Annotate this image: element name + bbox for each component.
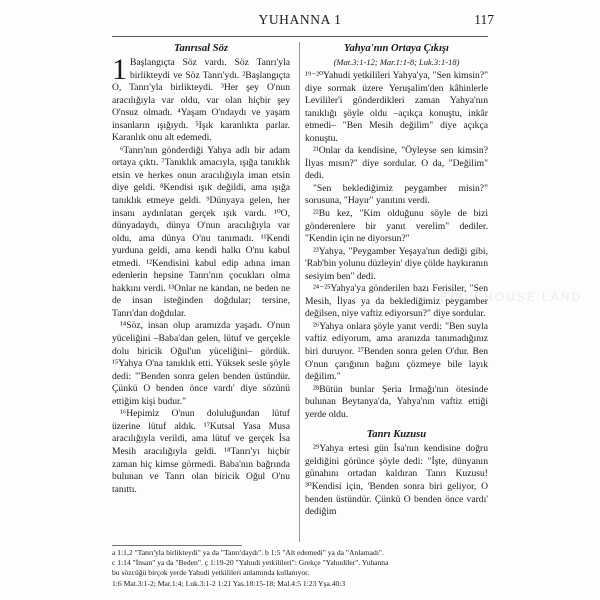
column-divider <box>299 42 300 542</box>
footnote-line: 1:6 Mat.3:1-2; Mar.1:4; Luk.3:1-2 1:21 Yas.18:15-18; Mal.4:5 1:23 Yşa.40:3 <box>112 578 346 588</box>
paragraph-text: Başlangıçta Söz vardı. Söz Tanrı'yla birlikteydi ve Söz Tanrı'ydı. ²Başlangıçta O, Tanrı'yla birlikteydi. ³Her şey O'nun aracılığıyla var oldu, var olan hiçbir şey O'nsuz olmadı. ⁴Yaşam O'ndaydı ve yaşam insanların ışığıydı. ⁵Işık karanlıkta parlar. Karanlık onu alt edemedi. <box>112 57 290 144</box>
footnote-line: c 1:14 "İnsan" ya da "Beden". ç 1:19-20 "Yahudi yetkilileri": Grekçe "Yahudiler". Yuhanna <box>112 558 389 568</box>
paragraph: "Sen beklediğimiz peygamber misin?" sorusuna, "Hayır" yanıtını verdi. <box>305 182 488 207</box>
section-heading-yahya: Yahya'nın Ortaya Çıkışı <box>344 43 449 54</box>
header-rule <box>112 36 488 37</box>
paragraph: ²⁸Bütün bunlar Şeria Irmağı'nın ötesinde bulunan Beytanya'da, Yahya'nın vaftiz ettiği yerde oldu. <box>305 383 488 420</box>
left-column <box>112 42 290 496</box>
paragraph: ¹⁹⁻²⁰Yahudi yetkilileri Yahya'ya, "Sen kimsin?" diye sormak üzere Yeruşalim'den kâhinlerle Levililer'i gönderdikleri zaman Yahya'nın tanıklığı şöyle oldu –açıkça konuştu, inkâr etmedi– "Ben Mesih değilim" diye açıkça konuştu. <box>305 70 488 144</box>
right-column <box>305 42 488 519</box>
paragraph: ¹⁶Hepimiz O'nun doluluğundan lütuf üzerine lütuf aldık. ¹⁷Kutsal Yasa Musa aracılığıyla verildi, ama lütuf ve gerçek İsa Mesih aracılığıyla geldi. ¹⁸Tanrı'yı hiçbir zaman hiç kimse görmedi. Baba'nın bağrında bulunan ve Tanrı olan biricik Oğul O'nu tanıttı. <box>112 408 290 495</box>
watermark: BIBLEHOUSE LAND <box>440 290 583 304</box>
section-heading-tanri-kuzusu: Tanrı Kuzusu <box>366 429 427 441</box>
page-header <box>110 12 494 32</box>
footnote-line: a 1:1,2 "Tanrı'yla birlikteydi" ya da "Tanrı'daydı". b 1:5 "Alt edemedi" ya da "Anlamadı". <box>112 548 384 557</box>
paragraph: ²⁶Yahya onlara şöyle yanıt verdi: "Ben suyla vaftiz ediyorum, ama aranızda tanımadığınız biri duruyor. ²⁷Benden sonra gelen O'dur. Ben O'nun çarığının bağını çözmeye bile layık değilim." <box>305 320 488 383</box>
running-title: YUHANNA 1 <box>258 12 342 27</box>
footnotes <box>112 548 488 589</box>
cross-references: (Mat.3:1-12; Mar.1:1-8; Luk.3:1-18) <box>333 57 460 67</box>
paragraph: ²²Bu kez, "Kim olduğunu söyle de bizi gönderenlere bir yanıt verelim" dediler. "Kendin için ne diyorsun?" <box>305 208 488 245</box>
paragraph: ²¹Onlar da kendisine, "Öyleyse sen kimsin? İlyas mısın?" diye sordular. O da, "Değilim" dedi. <box>305 145 488 182</box>
section-heading-tanrisal-soz: Tanrısal Söz <box>173 43 229 54</box>
paragraph: ⁶Tanrı'nın gönderdiği Yahya adlı bir adam ortaya çıktı. ⁷Tanıklık amacıyla, ışığa tanıklık etsin ve herkes onun aracılığıyla iman etsin diye geldi. ⁸Kendisi ışık değildi, ama ışığa tanıklık etmeye geldi. ⁹Dünyaya gelen, her insanı aydınlatan gerçek ışık vardı. ¹⁰O, dünyadaydı, dünya O'nun aracılığıyla var oldu, ama dünya O'nu tanımadı. ¹¹Kendi yurduna geldi, ama kendi halkı O'nu kabul etmedi. ¹²Kendisini kabul edip adına iman edenlerin hepsine Tanrı'nın çocukları olma hakkını verdi. ¹³Onlar ne kandan, ne beden ne de insan isteğinden doğdular; tersine, Tanrı'dan doğdular. <box>112 144 290 319</box>
paragraph: ²³Yahya, "Peygamber Yeşaya'nın dediği gibi, 'Rab'bin yolunu düzleyin' diye çölde haykıranın sesiyim ben" dedi. <box>305 245 488 282</box>
paragraph: ¹⁴Söz, insan olup aramızda yaşadı. O'nun yüceliğini –Baba'dan gelen, lütuf ve gerçekle dolu biricik Oğul'un yüceliğini– gördük. ¹⁵Yahya O'na tanıklık etti. Yüksek sesle şöyle dedi: "'Benden sonra gelen benden üstündür. Çünkü O benden önce vardı' diye sözünü ettiğim kişi budur." <box>112 320 290 407</box>
paragraph: ²⁴⁻²⁵Yahya'ya gönderilen bazı Ferisiler, "Sen Mesih, İlyas ya da beklediğimiz peygamber değilsen, niye vaftiz ediyorsun?" diye sordular. <box>305 283 488 320</box>
chapter-number: 1 <box>112 53 127 86</box>
section-spacer <box>305 421 488 428</box>
footnote-rule <box>112 545 242 546</box>
paragraph <box>112 53 290 145</box>
paragraph: ²⁹Yahya ertesi gün İsa'nın kendisine doğru geldiğini görünce şöyle dedi: "İşte, dünyanın günahını ortadan kaldıran Tanrı Kuzusu! ³⁰Kendisi için, 'Benden sonra biri geliyor, O benden üstündür. Çünkü O benden önce vardı' dediğim <box>305 443 488 518</box>
footnote-line: bu sözcüğü birçok yerde Yahudi yetkilileri anlamında kullanıyor. <box>112 568 310 578</box>
page-number: 117 <box>474 12 494 27</box>
